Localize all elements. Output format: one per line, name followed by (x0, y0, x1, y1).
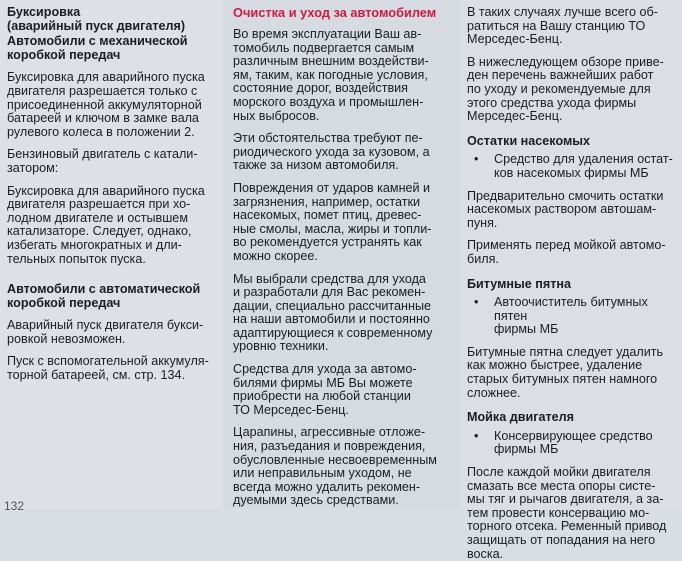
text-line: ратиться на Вашу станцию ТО (467, 18, 646, 33)
text-line: различным внешним воздействи- (233, 54, 429, 69)
paragraph (7, 185, 217, 267)
text-line: Применять перед мойкой автомо- (467, 238, 666, 253)
text-line: Средства для ухода за автомо- (233, 362, 417, 377)
page-number: 132 (4, 499, 25, 513)
bullet-icon: • (474, 428, 479, 443)
text-line: этого средства ухода фирмы (467, 95, 637, 110)
text-line: обусловленные несвоевременным (233, 452, 437, 467)
text-line: Мерседес-Бенц. (467, 109, 563, 124)
text-line: двигателя разрешается при хо- (7, 197, 191, 212)
bullet-item (467, 153, 678, 180)
paragraph (7, 319, 217, 346)
heading-insect-residue: Остатки насекомых (467, 133, 591, 148)
text-line: и разработали для Вас рекомен- (233, 285, 426, 300)
text-line: Средство для удаления остат- (494, 152, 673, 167)
text-line: рулевого колеса в положении 2. (7, 124, 195, 139)
text-line: ния, разъедания и повреждения, (233, 439, 426, 454)
text-line: Повреждения от ударов камней и (233, 180, 431, 195)
text-line: ные смолы, масла, жиры и топли- (233, 221, 432, 236)
text-line: уровню техники. (233, 339, 329, 354)
text-line: также за низом автомобиля. (233, 158, 399, 173)
text-line: катализаторе. Следует, однако, (7, 224, 192, 239)
text-line: морского воздуха и промышлен- (233, 94, 424, 109)
text-line: ровкой невозможен. (7, 331, 126, 346)
text-line: риодического ухода за кузовом, а (233, 144, 430, 159)
text-line: дации, специально рассчитанные (233, 298, 432, 313)
text-line: В таких случаях лучше всего об- (467, 5, 658, 19)
subheading-automatic-transmission: Автомобили с автоматической коробкой передач (7, 282, 201, 310)
bullet-item (467, 430, 678, 457)
text-line: на наши автомобили и постоянно (233, 312, 430, 327)
text-line: загрязнения, например, остатки (233, 194, 421, 209)
text-line: лодном двигателе и остывшем (7, 210, 188, 225)
text-line: Эти обстоятельства требуют пе- (233, 131, 423, 146)
text-line: защищать от попадания на него (467, 533, 656, 547)
right-column (459, 0, 682, 561)
section-heading-towing: Буксировка (аварийный пуск двигателя) (7, 5, 186, 33)
text-line: Предварительно смочить остатки (467, 188, 664, 203)
paragraph (467, 239, 678, 266)
text-line: фирмы МБ (494, 322, 559, 337)
text-line: затором: (7, 160, 59, 175)
paragraph (233, 132, 453, 173)
text-line: приобрести на любой станции (233, 389, 411, 404)
paragraph (467, 346, 678, 400)
paragraph (467, 190, 678, 231)
text-line: тельных попыток пуска. (7, 251, 146, 266)
text-line: Мерседес-Бенц. (467, 32, 563, 47)
text-line: Пуск с вспомогательной аккумуля- (7, 354, 209, 369)
text-line: томобиль подвергается самым (233, 40, 415, 55)
paragraph (7, 355, 217, 382)
text-line: пуня. (467, 215, 498, 230)
text-line: насекомых, помет птиц, древес- (233, 208, 422, 223)
text-line: по уходу и рекомендуемые для (467, 81, 651, 96)
text-line: Царапины, агрессивные отложе- (233, 425, 426, 440)
paragraph (233, 273, 453, 355)
text-line: дуемыми здесь средствами. (233, 493, 399, 508)
text-line: Буксировка для аварийного пуска (7, 70, 205, 85)
text-line: торной батареей, см. стр. 134. (7, 368, 185, 383)
text-line: адаптирующиеся к современному (233, 325, 433, 340)
text-line: Консервирующее средство (494, 428, 653, 443)
text-line: двигателя разрешается только с (7, 83, 198, 98)
text-line: Аварийный пуск двигателя букси- (7, 318, 204, 333)
text-line: тем провести консервацию мо- (467, 505, 650, 520)
paragraph (467, 56, 678, 124)
text-line: можно скорее. (233, 248, 318, 263)
text-line: батареей и ключом в замке вала (7, 111, 199, 126)
paragraph (233, 28, 453, 123)
paragraph (233, 363, 453, 417)
text-line: или неправильным уходом, не (233, 466, 412, 481)
section-title-car-care: Очистка и уход за автомобилем (233, 5, 437, 20)
text-line: После каждой мойки двигателя (467, 465, 651, 480)
text-line: Битумные пятна следует удалить (467, 344, 664, 359)
bullet-icon: • (474, 295, 479, 310)
subheading-manual-transmission: Автомобили с механической коробкой передач (7, 34, 188, 62)
paragraph (467, 6, 678, 47)
text-line: избегать многократных и дли- (7, 237, 182, 252)
text-line: насекомых раствором автошам- (467, 202, 657, 217)
left-column (0, 0, 223, 513)
text-line: старых битумных пятен намного (467, 372, 658, 387)
text-line: Буксировка для аварийного пуска (7, 183, 205, 198)
paragraph (7, 148, 217, 175)
text-line: торного отсека. Ременный привод (467, 519, 667, 534)
heading-bitumen-stains: Битумные пятна (467, 276, 572, 291)
middle-column (223, 0, 459, 509)
text-line: воска. (467, 546, 504, 561)
paragraph (233, 182, 453, 264)
text-line: Во время эксплуатации Ваш ав- (233, 27, 422, 41)
paragraph (7, 71, 217, 139)
text-line: состояние дорог, воздействия (233, 81, 409, 96)
text-line: как можно быстрее, удаление (467, 358, 643, 373)
text-line: билями фирмы МБ Вы можете (233, 375, 413, 390)
text-line: биля. (467, 251, 499, 266)
text-line: фирмы МБ (494, 442, 559, 457)
text-line: ных выбросов. (233, 108, 320, 123)
paragraph (233, 426, 453, 508)
heading-engine-wash: Мойка двигателя (467, 410, 574, 425)
paragraph (467, 466, 678, 561)
text-line: Автоочиститель битумных пятен (494, 295, 648, 323)
text-line: ТО Мерседес-Бенц. (233, 402, 349, 417)
text-line: во рекомендуется устранять как (233, 235, 422, 250)
bullet-item (467, 296, 678, 337)
text-line: ям, таким, как погодные условия, (233, 67, 428, 82)
text-line: Бензиновый двигатель с катали- (7, 147, 198, 162)
text-line: ден перечень важнейших работ (467, 68, 654, 83)
text-line: Мы выбрали средства для ухода (233, 271, 426, 286)
text-line: ков насекомых фирмы МБ (494, 165, 649, 180)
text-line: всегда можно удалить рекомен- (233, 479, 421, 494)
text-line: смазать все места опоры систе- (467, 478, 656, 493)
text-line: В нижеследующем обзоре приве- (467, 54, 664, 69)
bullet-icon: • (474, 152, 479, 167)
text-line: сложнее. (467, 385, 521, 400)
text-line: присоединенной аккумуляторной (7, 97, 202, 112)
text-line: мы тяг и рычагов двигателя, а за- (467, 492, 664, 507)
